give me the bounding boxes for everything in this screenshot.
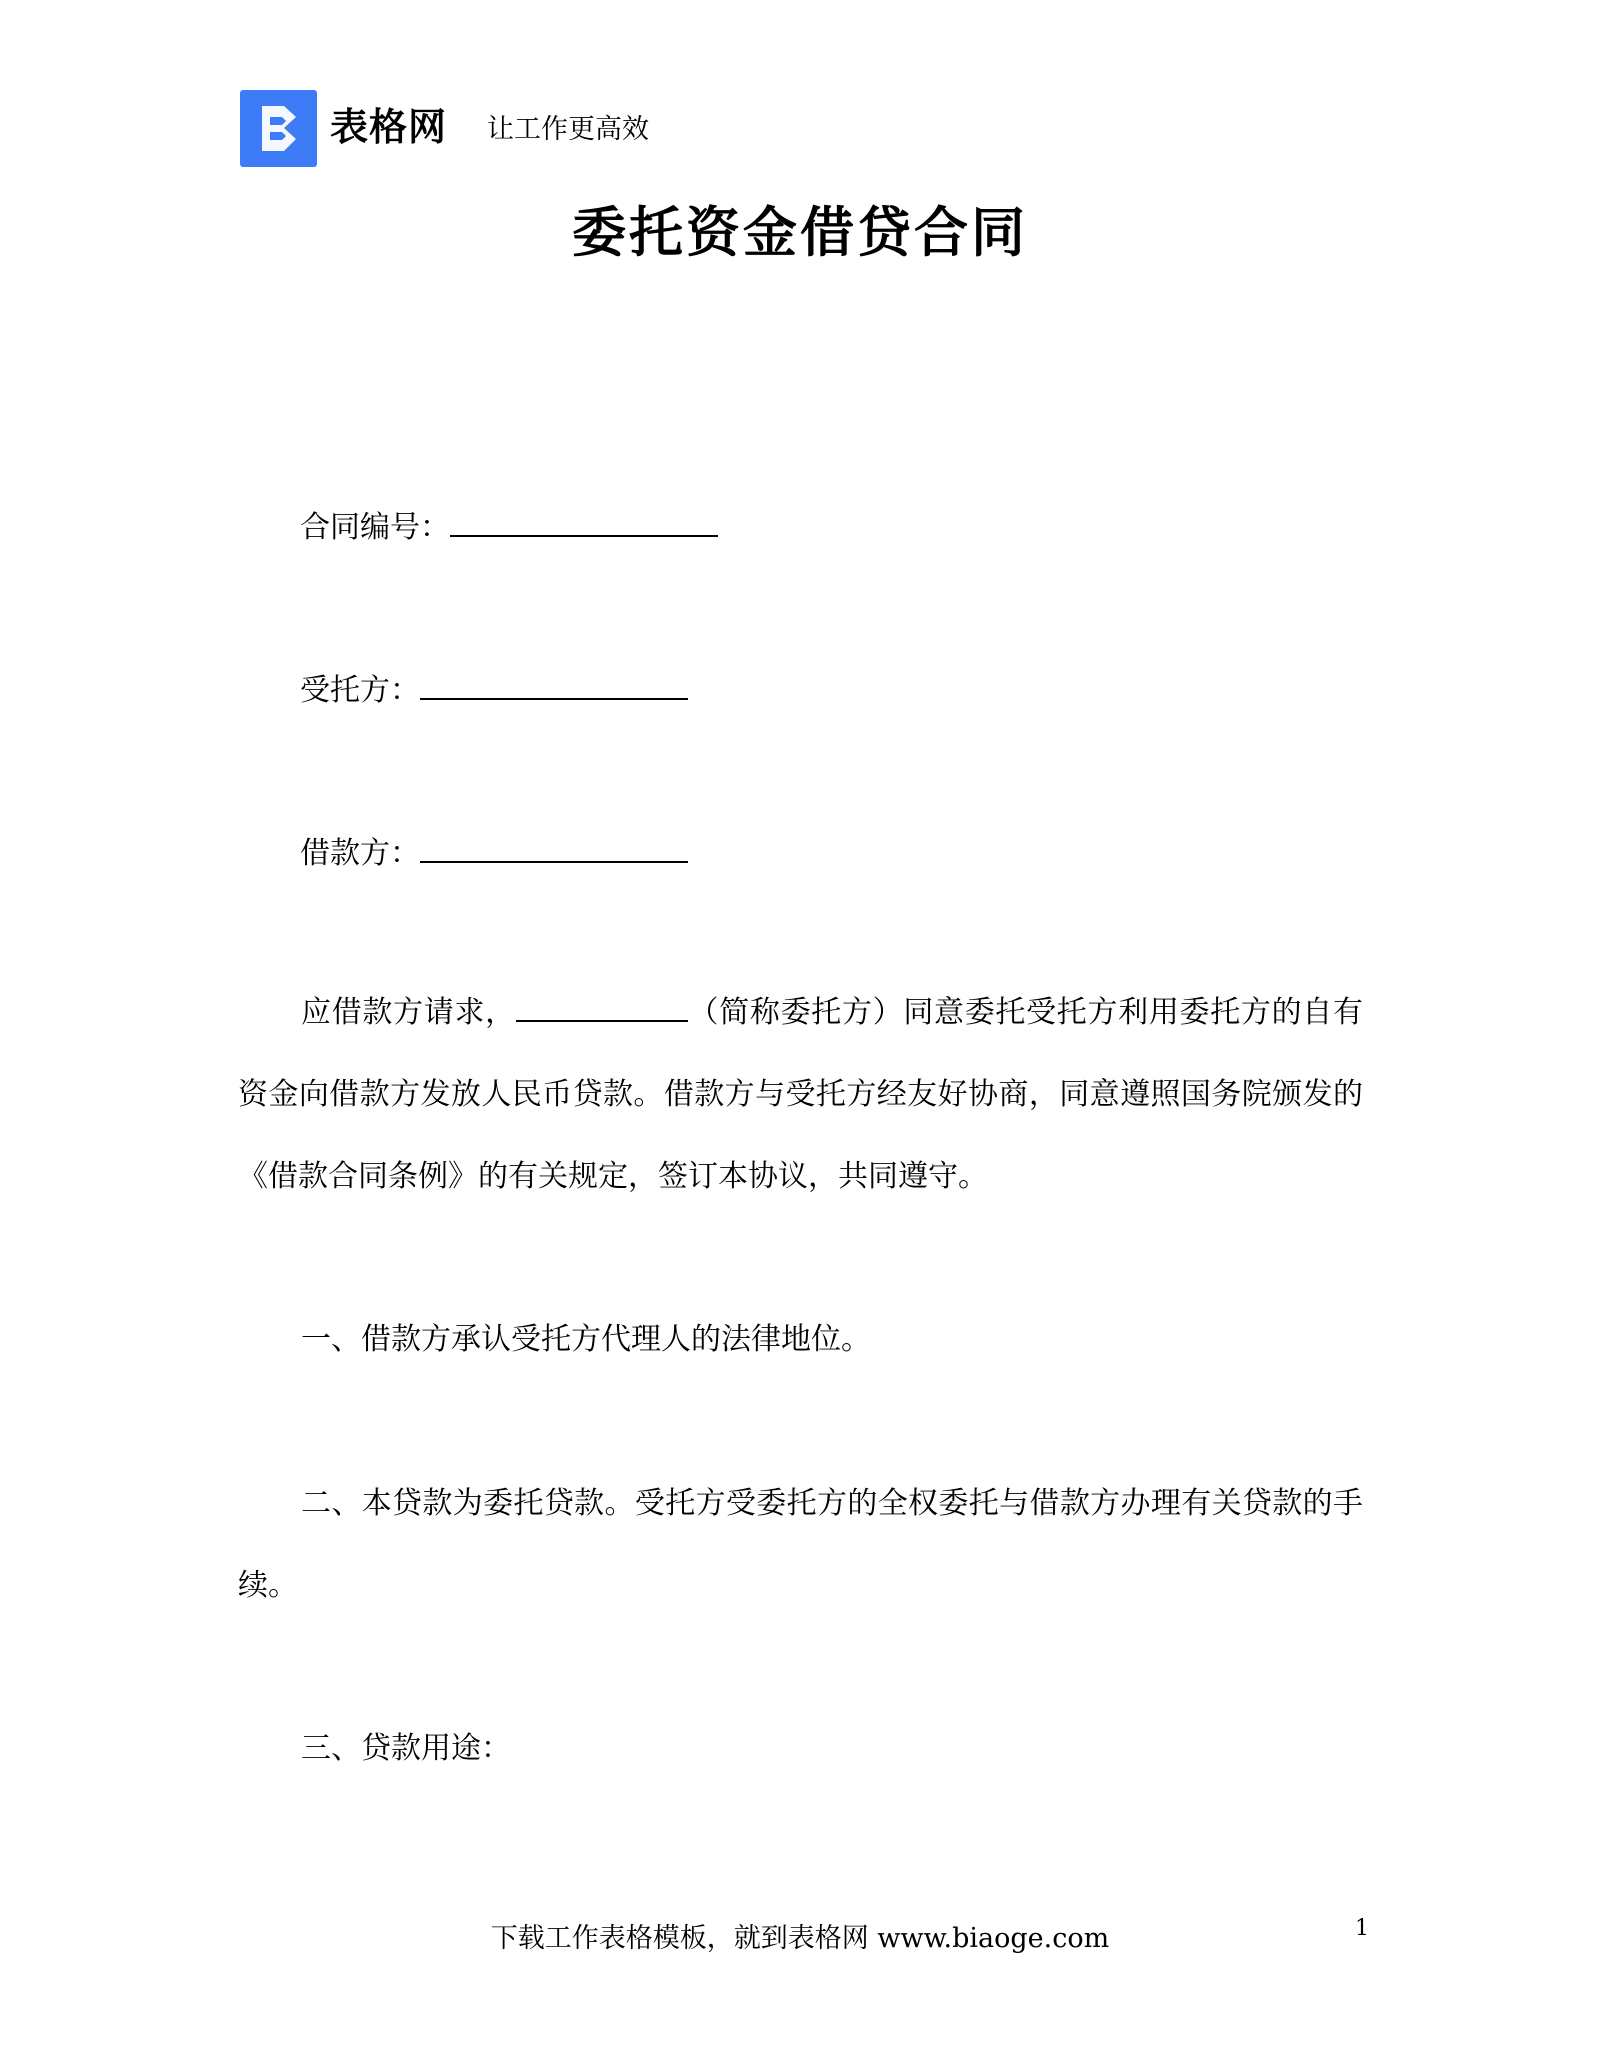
document-title: 委托资金借贷合同: [572, 201, 1028, 264]
intro-after-blank: （简称委托方）同意委托受托方利用委托方的自有资金向借款方发放人民币贷款。借款方与受托方经友好协商，同意遵照国务院颁发的《借款合同条例》的有关规定，签订本协议，共同遵守。: [238, 995, 1363, 1194]
footer-text: 下载工作表格模板，就到表格网 www.biaoge.com: [490, 1923, 1110, 1954]
clause-3: 三、贷款用途：: [301, 1731, 511, 1766]
page-number: 1: [1355, 1916, 1369, 1941]
trustee-label: 受托方：: [300, 673, 420, 708]
brand-slogan: 让工作更高效: [487, 114, 649, 145]
contract-no-line: [300, 502, 718, 546]
trustee-line: [300, 665, 688, 709]
borrower-line: [300, 828, 688, 872]
intro-paragraph: [238, 972, 1363, 1218]
principal-blank: [516, 990, 688, 1022]
contract-no-blank: [450, 505, 718, 537]
brand-name: 表格网: [330, 105, 448, 149]
trustee-blank: [420, 668, 688, 700]
borrower-label: 借款方：: [300, 836, 420, 871]
logo: [240, 90, 317, 167]
biaoge-logo-icon: [240, 90, 317, 167]
contract-no-label: 合同编号：: [300, 510, 450, 545]
intro-before-blank: 应借款方请求，: [301, 995, 516, 1030]
clause-1: 一、借款方承认受托方代理人的法律地位。: [301, 1322, 871, 1357]
borrower-blank: [420, 831, 688, 863]
clause-2: 二、本贷款为委托贷款。受托方受委托方的全权委托与借款方办理有关贷款的手续。: [238, 1486, 1363, 1603]
